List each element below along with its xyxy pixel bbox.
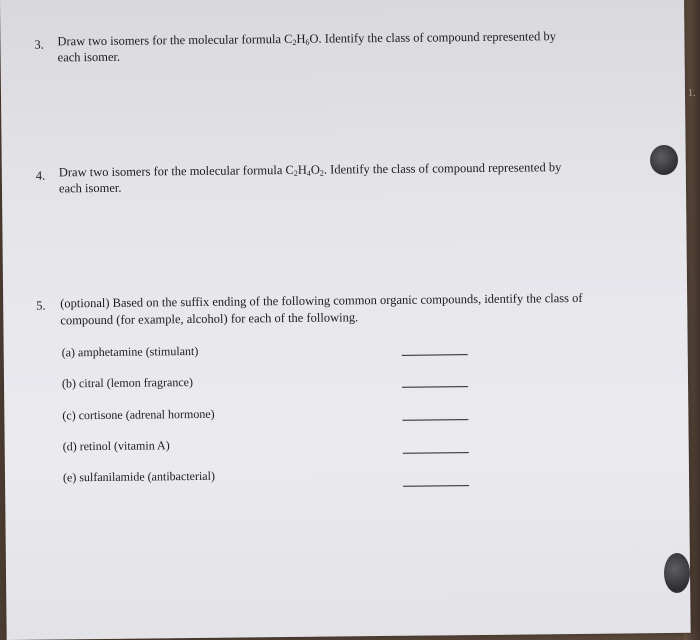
question-5-line-2: compound (for example, alcohol) for each of the following. <box>60 310 359 328</box>
answer-blank-e[interactable] <box>403 485 469 487</box>
page-number: 1. <box>688 88 696 99</box>
binder-hole-top <box>650 145 678 175</box>
question-5-item-e: (e) sulfanilamide (antibacterial) <box>62 468 215 485</box>
question-5-number: 5. <box>36 298 46 313</box>
question-4-line-1: Draw two isomers for the molecular formula $C_2H_4O_2$. Identify the class of compound represented by <box>58 160 562 180</box>
question-5-item-a: (a) amphetamine (stimulant) <box>61 343 199 360</box>
question-3-line-2: each isomer. <box>57 49 121 65</box>
question-5-line-1: (optional) Based on the suffix ending of the following common organic compounds, identify the class of <box>60 290 583 311</box>
question-5-item-b: (b) citral (lemon fragrance) <box>61 375 194 391</box>
question-4-line-2: each isomer. <box>58 180 122 196</box>
answer-blank-a[interactable] <box>402 354 468 356</box>
question-4-number: 4. <box>35 168 46 183</box>
question-3-number: 3. <box>34 37 44 52</box>
question-5-item-d: (d) retinol (vitamin A) <box>62 438 170 454</box>
binder-hole-bottom <box>664 553 690 593</box>
answer-blank-c[interactable] <box>402 419 468 421</box>
question-5-item-c: (c) cortisone (adrenal hormone) <box>62 406 215 423</box>
answer-blank-b[interactable] <box>402 386 468 388</box>
answer-blank-d[interactable] <box>403 452 469 454</box>
question-3-line-1: Draw two isomers for the molecular formula $C_2H_6O$. Identify the class of compound represented by <box>57 29 556 49</box>
